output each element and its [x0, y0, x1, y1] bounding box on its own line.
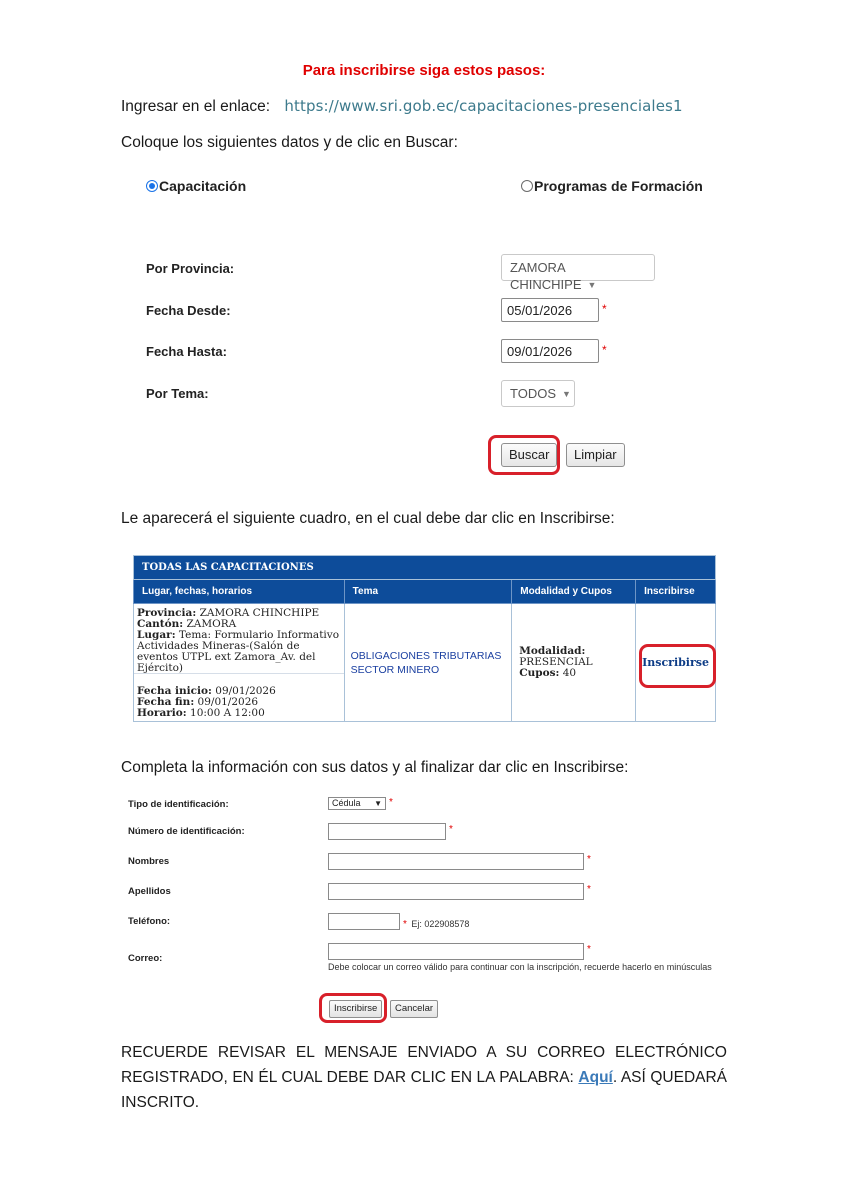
nombres-input[interactable]: [328, 853, 584, 870]
aqui-link[interactable]: Aquí: [578, 1069, 613, 1086]
page-title: Para inscribirse siga estos pasos:: [302, 62, 546, 79]
fecha-hasta-input[interactable]: 09/01/2026: [501, 339, 599, 363]
lugar-cell: Provincia: ZAMORA CHINCHIPE Cantón: ZAMORA Lugar: Tema: Formulario Informativo Actividades Mineras-(Salón de eventos UTPL ext Zamora_Av. del Ejército) Fecha inicio: 09/01/2026 Fecha fin: 09/01/2026 Horario: 10:00 A 12:00: [134, 604, 345, 722]
inscribirse-button[interactable]: Inscribirse: [329, 1000, 382, 1018]
required-mark: *: [602, 302, 607, 316]
telefono-input[interactable]: [328, 913, 400, 930]
required-mark: *: [587, 884, 591, 895]
final-text-before: RECUERDE REVISAR EL MENSAJE ENVIADO A SU CORREO ELECTRÓNICO REGISTRADO, EN ÉL CUAL DEBE DAR CLIC EN LA PALABRA:: [121, 1044, 727, 1086]
radio-selected-icon: [146, 180, 158, 192]
provincia-label: Por Provincia:: [146, 261, 235, 276]
col-inscribirse: Inscribirse: [636, 580, 716, 604]
caret-down-icon: ▼: [374, 799, 382, 808]
tipo-label: Tipo de identificación:: [128, 799, 229, 810]
correo-input[interactable]: [328, 943, 584, 960]
caret-down-icon: ▼: [587, 280, 597, 290]
apellidos-label: Apellidos: [128, 886, 171, 897]
inscribirse-link[interactable]: Inscribirse: [642, 656, 709, 669]
cancelar-button[interactable]: Cancelar: [390, 1000, 438, 1018]
col-lugar: Lugar, fechas, horarios: [134, 580, 345, 604]
radio-empty-icon: [521, 180, 533, 192]
nombres-label: Nombres: [128, 856, 170, 867]
step1-line: [121, 97, 683, 116]
provincia-value: ZAMORA CHINCHIPE: [510, 260, 582, 292]
tema-line2: SECTOR MINERO: [350, 663, 440, 676]
radio-capacitacion[interactable]: Capacitación: [146, 178, 246, 196]
required-mark: *: [602, 343, 607, 357]
tipo-value: Cédula: [332, 798, 361, 808]
modalidad-cell: Modalidad: PRESENCIAL Cupos: 40: [512, 604, 636, 722]
col-tema: Tema: [344, 580, 512, 604]
results-table: [133, 555, 716, 722]
tipo-select[interactable]: [328, 797, 386, 810]
correo-label: Correo:: [128, 953, 163, 964]
table-row: [134, 604, 716, 722]
caret-down-icon: ▼: [562, 389, 571, 399]
buscar-button[interactable]: Buscar: [501, 443, 557, 467]
tema-value: TODOS: [510, 386, 556, 401]
training-link[interactable]: https://www.sri.gob.ec/capacitaciones-presenciales1: [284, 97, 683, 115]
tema-line1: OBLIGACIONES TRIBUTARIAS: [350, 649, 502, 662]
step2-text: Coloque los siguientes datos y de clic en Buscar:: [121, 134, 458, 151]
tema-select[interactable]: [501, 380, 575, 407]
required-mark: *: [449, 824, 453, 835]
tema-cell: [344, 604, 512, 722]
fecha-desde-input[interactable]: 05/01/2026: [501, 298, 599, 322]
telefono-hint: * Ej: 022908578: [403, 919, 470, 930]
limpiar-button[interactable]: Limpiar: [566, 443, 625, 467]
tema-label: Por Tema:: [146, 386, 209, 401]
correo-hint: Debe colocar un correo válido para continuar con la inscripción, recuerde hacerlo en minúsculas: [328, 962, 712, 972]
required-mark: *: [587, 944, 591, 955]
col-modalidad: Modalidad y Cupos: [512, 580, 636, 604]
required-mark: *: [389, 797, 393, 808]
inscribirse-highlight: [639, 644, 716, 688]
numero-label: Número de identificación:: [128, 826, 245, 837]
required-mark: *: [587, 854, 591, 865]
table-title: TODAS LAS CAPACITACIONES: [134, 556, 716, 580]
final-text-after: . ASÍ QUEDARÁ INSCRITO.: [121, 1069, 728, 1111]
step1-text: Ingresar en el enlace:: [121, 98, 271, 115]
numero-input[interactable]: [328, 823, 446, 840]
provincia-select[interactable]: [501, 254, 655, 292]
fecha-desde-label: Fecha Desde:: [146, 303, 231, 318]
telefono-label: Teléfono:: [128, 916, 171, 927]
step4-text: Completa la información con sus datos y al finalizar dar clic en Inscribirse:: [121, 759, 629, 776]
fecha-hasta-label: Fecha Hasta:: [146, 344, 227, 359]
final-note: [121, 1040, 727, 1115]
step3-text: Le aparecerá el siguiente cuadro, en el cual debe dar clic en Inscribirse:: [121, 510, 615, 527]
radio-programas[interactable]: Programas de Formación: [521, 178, 703, 196]
apellidos-input[interactable]: [328, 883, 584, 900]
